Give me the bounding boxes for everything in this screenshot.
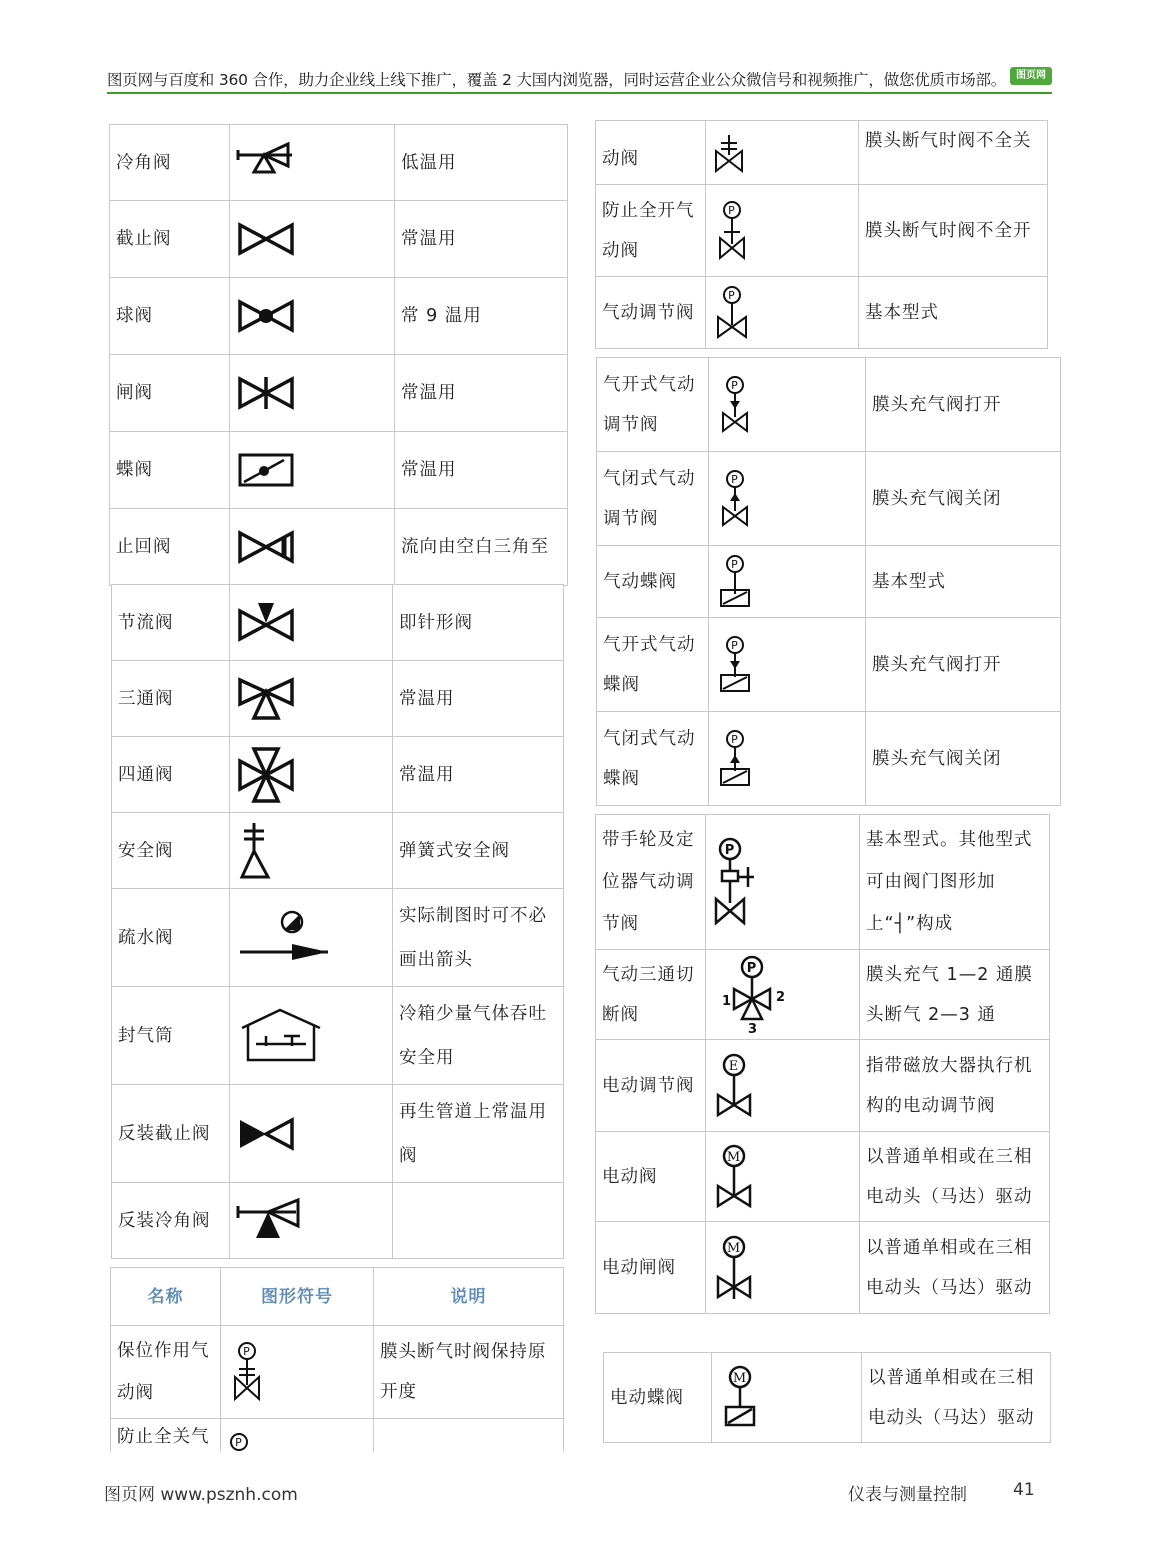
reverse-angle-valve-icon <box>230 1183 393 1259</box>
table-row <box>596 277 1048 349</box>
actuator-letter: P <box>728 203 736 217</box>
valve-desc: 常温用 <box>395 201 568 278</box>
valve-name: 电动阀 <box>596 1132 706 1222</box>
valve-name: 气动调节阀 <box>596 277 706 349</box>
valve-name: 电动调节阀 <box>596 1040 706 1132</box>
valve-desc: 膜头断气时阀不全关 <box>859 121 1048 185</box>
valve-name: 气开式气动蝶阀 <box>597 618 709 712</box>
table-row <box>112 1085 564 1183</box>
port-label: 2 <box>776 989 787 1005</box>
valve-name: 截止阀 <box>110 201 230 278</box>
valve-desc: 即针形阀 <box>393 585 564 661</box>
table-row <box>112 889 564 987</box>
table-row <box>597 358 1061 452</box>
motor-gate-valve-icon <box>706 1222 860 1314</box>
table-row <box>596 121 1048 185</box>
valve-desc: 膜头断气时阀保持原开度 <box>374 1326 564 1419</box>
valve-name: 带手轮及定位器气动调节阀 <box>596 815 706 950</box>
valve-desc: 以普通单相或在三相电动头（马达）驱动 <box>860 1132 1050 1222</box>
valve-name: 气闭式气动蝶阀 <box>597 712 709 806</box>
port-label: 1 <box>722 993 733 1009</box>
reverse-globe-valve-icon <box>230 1085 393 1183</box>
page-number: 41 <box>1013 1480 1035 1500</box>
column-header-name: 名称 <box>111 1268 221 1326</box>
air-open-butterfly-icon <box>709 618 866 712</box>
valve-name: 反装截止阀 <box>112 1085 230 1183</box>
valve-desc: 流向由空白三角至 <box>395 509 568 586</box>
valve-name: 蝶阀 <box>110 432 230 509</box>
table-header-row <box>111 1268 564 1326</box>
actuator-letter: M <box>732 1370 748 1386</box>
left-valve-table-1 <box>109 124 568 586</box>
column-header-desc: 说明 <box>374 1268 564 1326</box>
table-row <box>597 546 1061 618</box>
actuator-letter: P <box>731 557 739 571</box>
valve-desc: 常温用 <box>395 355 568 432</box>
valve-desc <box>393 1183 564 1259</box>
table-row <box>596 1222 1050 1314</box>
valve-name: 电动闸阀 <box>596 1222 706 1314</box>
valve-desc: 实际制图时可不必画出箭头 <box>393 889 564 987</box>
table-row <box>597 618 1061 712</box>
actuator-letter: P <box>731 638 739 652</box>
actuator-letter: P <box>731 472 739 486</box>
table-row <box>597 712 1061 806</box>
valve-desc: 膜头充气阀关闭 <box>866 452 1061 546</box>
valve-desc: 以普通单相或在三相电动头（马达）驱动 <box>860 1222 1050 1314</box>
valve-desc: 冷箱少量气体吞吐安全用 <box>393 987 564 1085</box>
table-row <box>110 509 568 586</box>
column-header-symbol: 图形符号 <box>221 1268 374 1326</box>
valve-desc: 膜头充气阀打开 <box>866 618 1061 712</box>
actuator-letter: M <box>726 1149 742 1165</box>
right-valve-table-1 <box>595 120 1048 349</box>
butterfly-valve-icon <box>230 432 395 509</box>
valve-name: 反装冷角阀 <box>112 1183 230 1259</box>
valve-name: 止回阀 <box>110 509 230 586</box>
table-row <box>597 452 1061 546</box>
table-row <box>596 1132 1050 1222</box>
safety-valve-icon <box>230 813 393 889</box>
valve-desc: 常温用 <box>393 661 564 737</box>
table-row <box>110 278 568 355</box>
page-bottom-area <box>0 1452 1159 1561</box>
electric-control-valve-icon <box>706 1040 860 1132</box>
valve-name: 三通阀 <box>112 661 230 737</box>
valve-name: 防止全关气 <box>111 1419 221 1466</box>
air-close-butterfly-icon <box>709 712 866 806</box>
table-row <box>596 950 1050 1040</box>
gate-valve-icon <box>230 355 395 432</box>
pneumatic-butterfly-icon <box>709 546 866 618</box>
table-row <box>110 201 568 278</box>
actuator-letter: P <box>235 1436 243 1449</box>
anti-open-valve-icon <box>706 185 859 277</box>
right-valve-table-4 <box>603 1352 1051 1443</box>
valve-desc: 基本型式。其他型式可由阀门图形加上“┤”构成 <box>860 815 1050 950</box>
pneumatic-control-valve-icon <box>706 277 859 349</box>
footer-site: 图页网 www.psznh.com <box>104 1485 298 1505</box>
valve-name: 封气筒 <box>112 987 230 1085</box>
valve-desc: 常温用 <box>393 737 564 813</box>
anti-close-valve-lower-icon <box>706 121 859 185</box>
valve-desc: 低温用 <box>395 125 568 201</box>
actuator-letter: E <box>728 1058 740 1074</box>
valve-desc: 膜头充气阀打开 <box>866 358 1061 452</box>
left-valve-table-2 <box>111 584 564 1259</box>
table-row <box>112 813 564 889</box>
actuator-letter: P <box>243 1345 251 1358</box>
valve-desc: 以普通单相或在三相电动头（马达）驱动 <box>862 1353 1051 1443</box>
table-row <box>110 432 568 509</box>
valve-name: 气闭式气动调节阀 <box>597 452 709 546</box>
globe-valve-icon <box>230 201 395 278</box>
valve-desc: 膜头充气阀关闭 <box>866 712 1061 806</box>
table-row <box>112 987 564 1085</box>
valve-desc: 膜头断气时阀不全开 <box>859 185 1048 277</box>
table-row <box>112 1183 564 1259</box>
handwheel-positioner-valve-icon <box>706 815 860 950</box>
table-row <box>110 355 568 432</box>
left-valve-table-3 <box>110 1267 564 1466</box>
table-row <box>112 737 564 813</box>
top-banner <box>107 66 1052 94</box>
table-row <box>110 125 568 201</box>
actuator-letter: P <box>731 378 739 392</box>
actuator-letter: M <box>726 1240 742 1256</box>
angle-valve-icon <box>230 125 395 201</box>
footer-category: 仪表与测量控制 <box>848 1485 967 1505</box>
valve-name: 球阀 <box>110 278 230 355</box>
steam-trap-icon <box>230 889 393 987</box>
table-row <box>111 1326 564 1419</box>
ball-valve-icon <box>230 278 395 355</box>
banner-text: 图页网与百度和 360 合作，助力企业线上线下推广，覆盖 2 大国内浏览器，同时运营企业公众微信号和视频推广，做您优质市场部。 <box>107 71 1007 89</box>
air-close-valve-icon <box>709 452 866 546</box>
four-way-valve-icon <box>230 737 393 813</box>
valve-name: 节流阀 <box>112 585 230 661</box>
valve-name: 保位作用气动阀 <box>111 1326 221 1419</box>
actuator-letter: P <box>724 843 736 858</box>
table-row <box>596 815 1050 950</box>
table-row <box>112 585 564 661</box>
right-valve-table-2 <box>596 357 1061 806</box>
valve-name: 防止全开气动阀 <box>596 185 706 277</box>
port-label: 3 <box>748 1021 759 1035</box>
throttle-valve-icon <box>230 585 393 661</box>
motor-butterfly-icon <box>712 1353 862 1443</box>
valve-name: 电动蝶阀 <box>604 1353 712 1443</box>
valve-name: 闸阀 <box>110 355 230 432</box>
valve-desc: 膜头充气 1—2 通膜头断气 2—3 通 <box>860 950 1050 1040</box>
table-row <box>604 1353 1051 1443</box>
air-open-valve-icon <box>709 358 866 452</box>
valve-desc: 基本型式 <box>866 546 1061 618</box>
valve-desc: 指带磁放大器执行机构的电动调节阀 <box>860 1040 1050 1132</box>
valve-desc: 弹簧式安全阀 <box>393 813 564 889</box>
valve-name: 四通阀 <box>112 737 230 813</box>
actuator-letter: P <box>728 288 736 302</box>
valve-name: 动阀 <box>596 121 706 185</box>
valve-name: 气开式气动调节阀 <box>597 358 709 452</box>
valve-name: 安全阀 <box>112 813 230 889</box>
table-row <box>112 661 564 737</box>
pneumatic-three-way-icon <box>706 950 860 1040</box>
motor-valve-icon <box>706 1132 860 1222</box>
valve-desc: 基本型式 <box>859 277 1048 349</box>
valve-name: 冷角阀 <box>110 125 230 201</box>
right-valve-table-3 <box>595 814 1050 1314</box>
valve-name: 气动三通切断阀 <box>596 950 706 1040</box>
brand-logo: 图页网 <box>1010 67 1052 85</box>
valve-desc: 再生管道上常温用阀 <box>393 1085 564 1183</box>
hold-position-valve-icon <box>221 1326 374 1419</box>
check-valve-icon <box>230 509 395 586</box>
actuator-letter: P <box>746 960 758 976</box>
table-row <box>596 1040 1050 1132</box>
three-way-valve-icon <box>230 661 393 737</box>
valve-desc: 常温用 <box>395 432 568 509</box>
valve-desc: 常 9 温用 <box>395 278 568 355</box>
table-row <box>596 185 1048 277</box>
actuator-letter: P <box>731 732 739 746</box>
valve-name: 气动蝶阀 <box>597 546 709 618</box>
valve-name: 疏水阀 <box>112 889 230 987</box>
seal-drum-icon <box>230 987 393 1085</box>
